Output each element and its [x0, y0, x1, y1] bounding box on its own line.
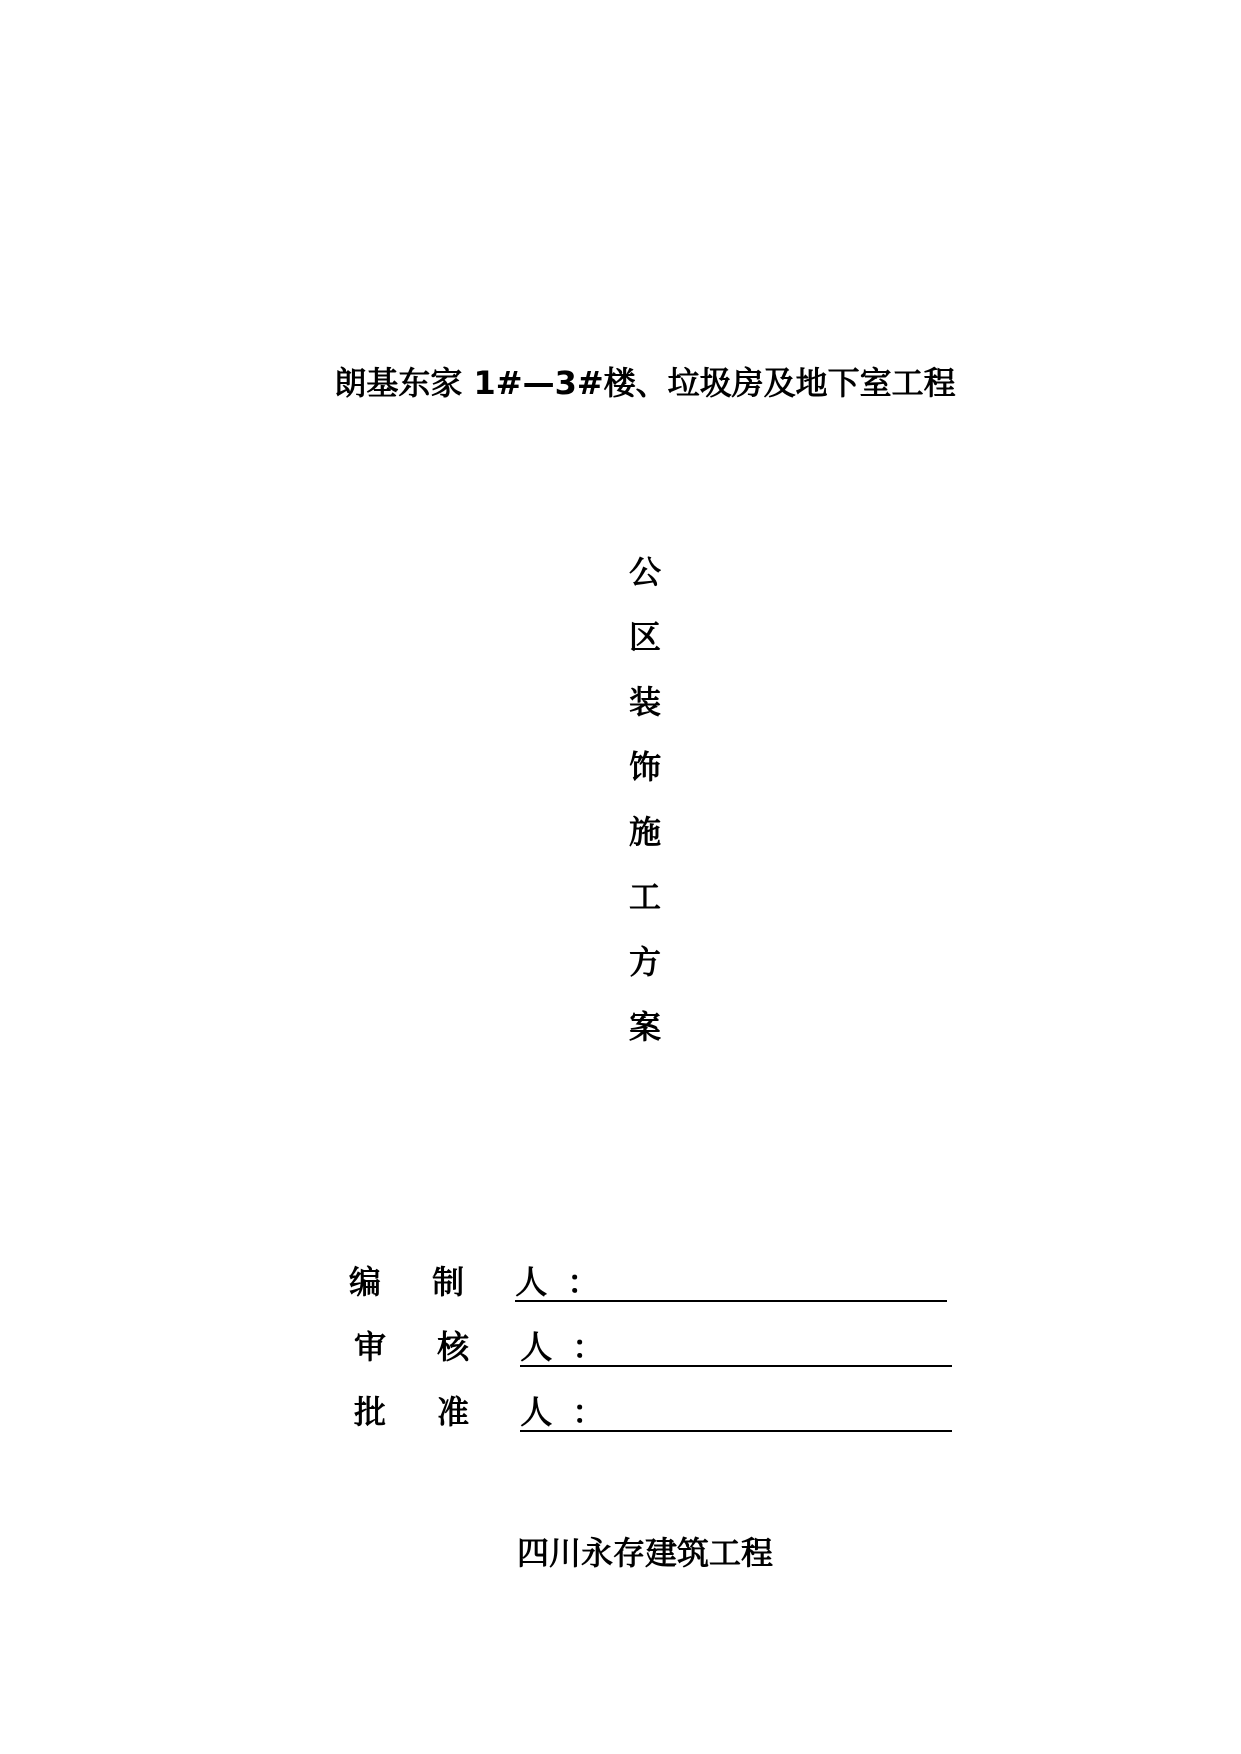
signature-row-reviewer [349, 1327, 969, 1392]
approver-label: 批 准 人： [354, 1393, 625, 1431]
signature-row-compiler [349, 1262, 969, 1327]
company-name: 四川永存建筑工程 [516, 1534, 773, 1572]
compiler-label: 编 制 人： [349, 1263, 620, 1301]
title-char: 装 [628, 683, 661, 721]
title-char: 方 [628, 943, 661, 981]
title-char: 施 [628, 813, 661, 851]
compiler-signature-line[interactable] [515, 1300, 947, 1302]
reviewer-label: 审 核 人： [354, 1328, 625, 1366]
document-title-vertical [620, 552, 670, 1072]
signature-row-approver [349, 1392, 969, 1457]
title-char: 公 [628, 553, 661, 591]
title-char: 饰 [628, 748, 661, 786]
title-char: 工 [628, 878, 661, 916]
signature-block [349, 1262, 969, 1457]
reviewer-signature-line[interactable] [520, 1365, 952, 1367]
project-title: 朗基东家 1#—3#楼、垃圾房及地下室工程 [334, 364, 956, 402]
approver-signature-line[interactable] [520, 1430, 952, 1432]
title-char: 区 [628, 618, 661, 656]
title-char: 案 [628, 1008, 661, 1046]
